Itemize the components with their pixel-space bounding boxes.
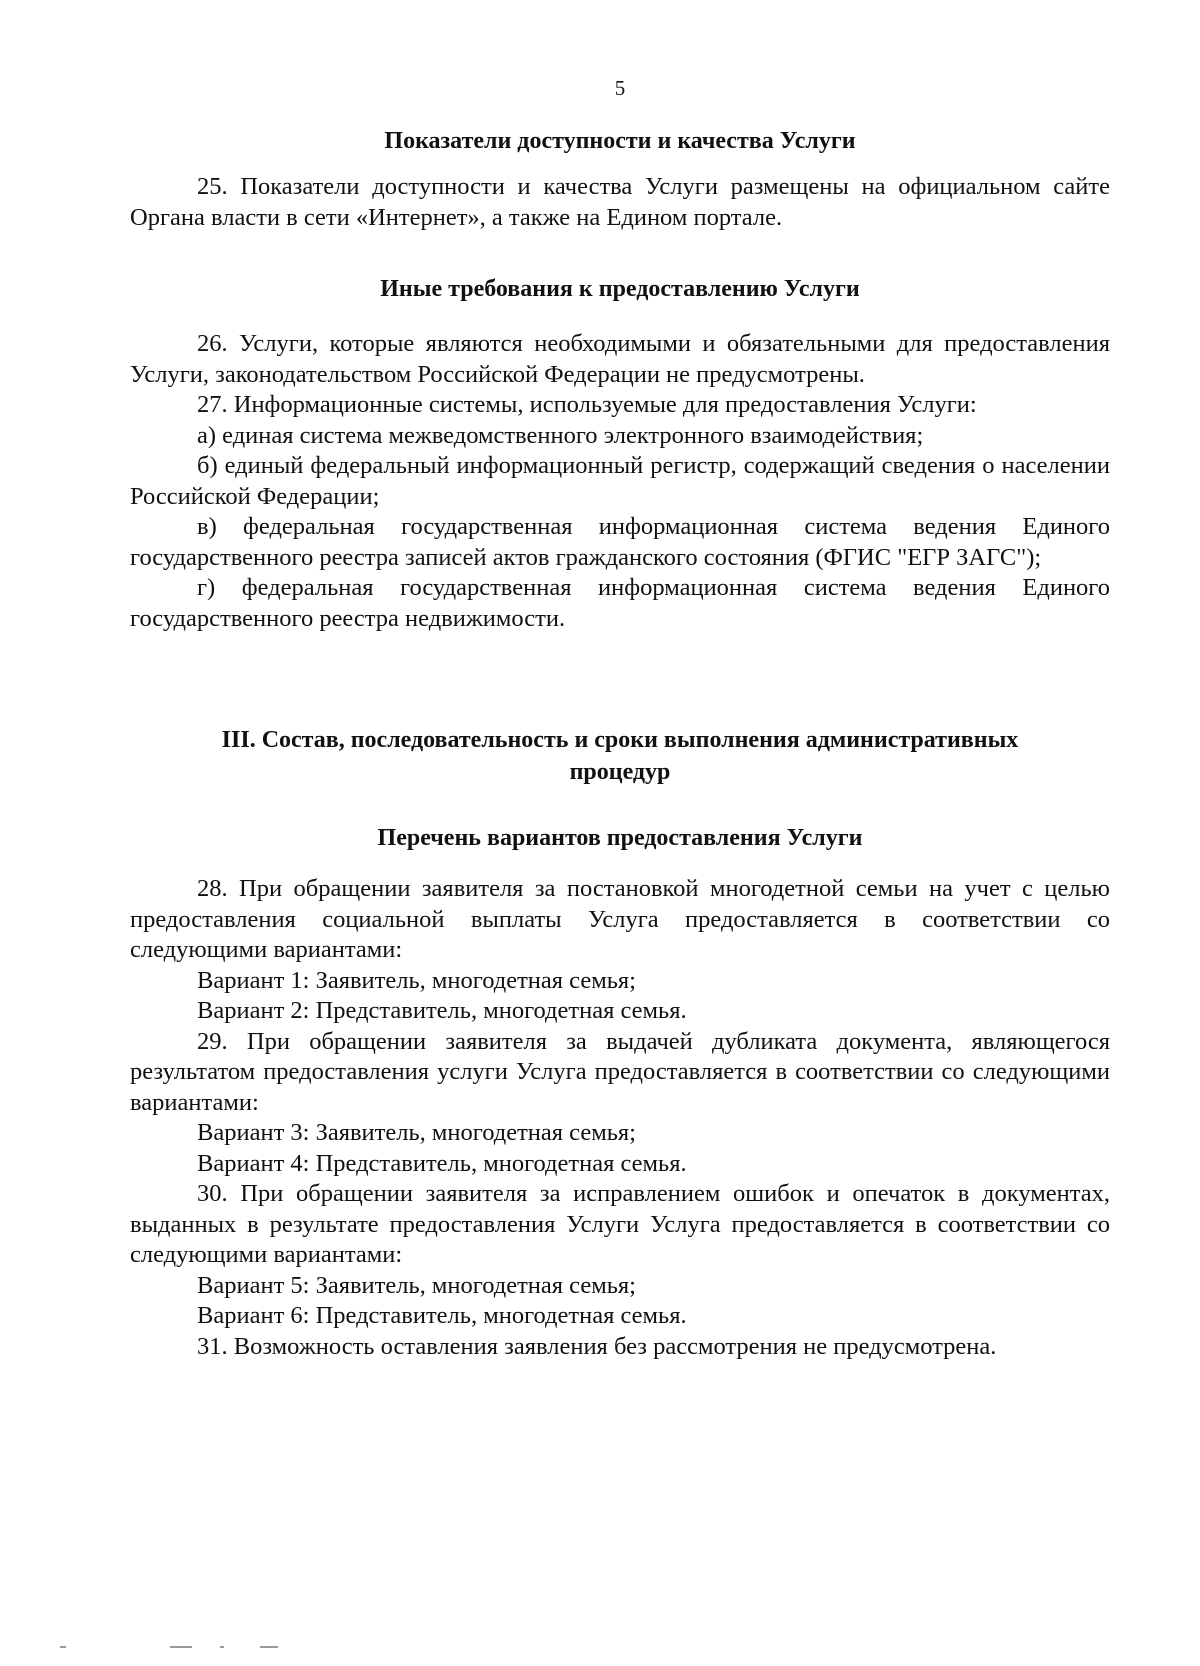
- variant-6: Вариант 6: Представитель, многодетная семья.: [197, 1302, 687, 1329]
- chapter-heading-line-1: III. Состав, последовательность и сроки выполнения административных: [221, 727, 1019, 753]
- paragraph-27-a: а) единая система межведомственного электронного взаимодействия;: [197, 421, 924, 449]
- scan-mark: [220, 1646, 224, 1648]
- scan-mark: [60, 1646, 66, 1648]
- paragraph-27-g: г) федеральная государственная информационная система ведения Единого государственного реестра недвижимости.: [130, 574, 1110, 632]
- section-heading-accessibility: Показатели доступности и качества Услуги: [384, 128, 856, 154]
- variant-2: Вариант 2: Представитель, многодетная семья.: [197, 997, 687, 1024]
- section-heading-variants: Перечень вариантов предоставления Услуги: [377, 825, 863, 851]
- section-body-other-requirements: [130, 329, 1110, 634]
- paragraph-26: 26. Услуги, которые являются необходимыми и обязательными для предоставления Услуги, законодательством Российской Федерации не предусмотрены.: [130, 330, 1110, 388]
- page-number: 5: [614, 76, 626, 100]
- variant-4: Вариант 4: Представитель, многодетная семья.: [197, 1149, 687, 1177]
- variant-5: Вариант 5: Заявитель, многодетная семья;: [197, 1271, 636, 1299]
- variant-1: Вариант 1: Заявитель, многодетная семья;: [197, 966, 636, 994]
- paragraph-30: 30. При обращении заявителя за исправлением ошибок и опечаток в документах, выданных в результате предоставления Услуги Услуга предоставляется в соответствии со следующими вариантами:: [130, 1180, 1110, 1268]
- paragraph-27-v: в) федеральная государственная информационная система ведения Единого государственного реестра записей актов гражданского состояния (ФГИС "ЕГР ЗАГС");: [130, 513, 1110, 571]
- chapter-heading: [130, 724, 1110, 788]
- paragraph-25: 25. Показатели доступности и качества Услуги размещены на официальном сайте Органа власти в сети «Интернет», а также на Едином портале.: [130, 173, 1110, 231]
- section-body-variants: [130, 874, 1110, 1362]
- paragraph-27: 27. Информационные системы, используемые для предоставления Услуги:: [197, 391, 977, 418]
- paragraph-29: 29. При обращении заявителя за выдачей дубликата документа, являющегося результатом предоставления услуги Услуга предоставляется в соответствии со следующими вариантами:: [130, 1027, 1110, 1116]
- section-body-accessibility: [130, 172, 1110, 233]
- paragraph-28: 28. При обращении заявителя за постановкой многодетной семьи на учет с целью предоставления социальной выплаты Услуга предоставляется в соответствии со следующими вариантами:: [130, 875, 1110, 963]
- scan-mark: [260, 1646, 278, 1648]
- variant-3: Вариант 3: Заявитель, многодетная семья;: [197, 1119, 636, 1146]
- section-heading-other-requirements: Иные требования к предоставлению Услуги: [380, 276, 860, 302]
- paragraph-27-b: б) единый федеральный информационный регистр, содержащий сведения о населении Российской Федерации;: [130, 452, 1110, 510]
- chapter-heading-line-2: процедур: [569, 759, 671, 785]
- scan-mark: [170, 1646, 192, 1648]
- paragraph-31: 31. Возможность оставления заявления без рассмотрения не предусмотрена.: [197, 1332, 997, 1360]
